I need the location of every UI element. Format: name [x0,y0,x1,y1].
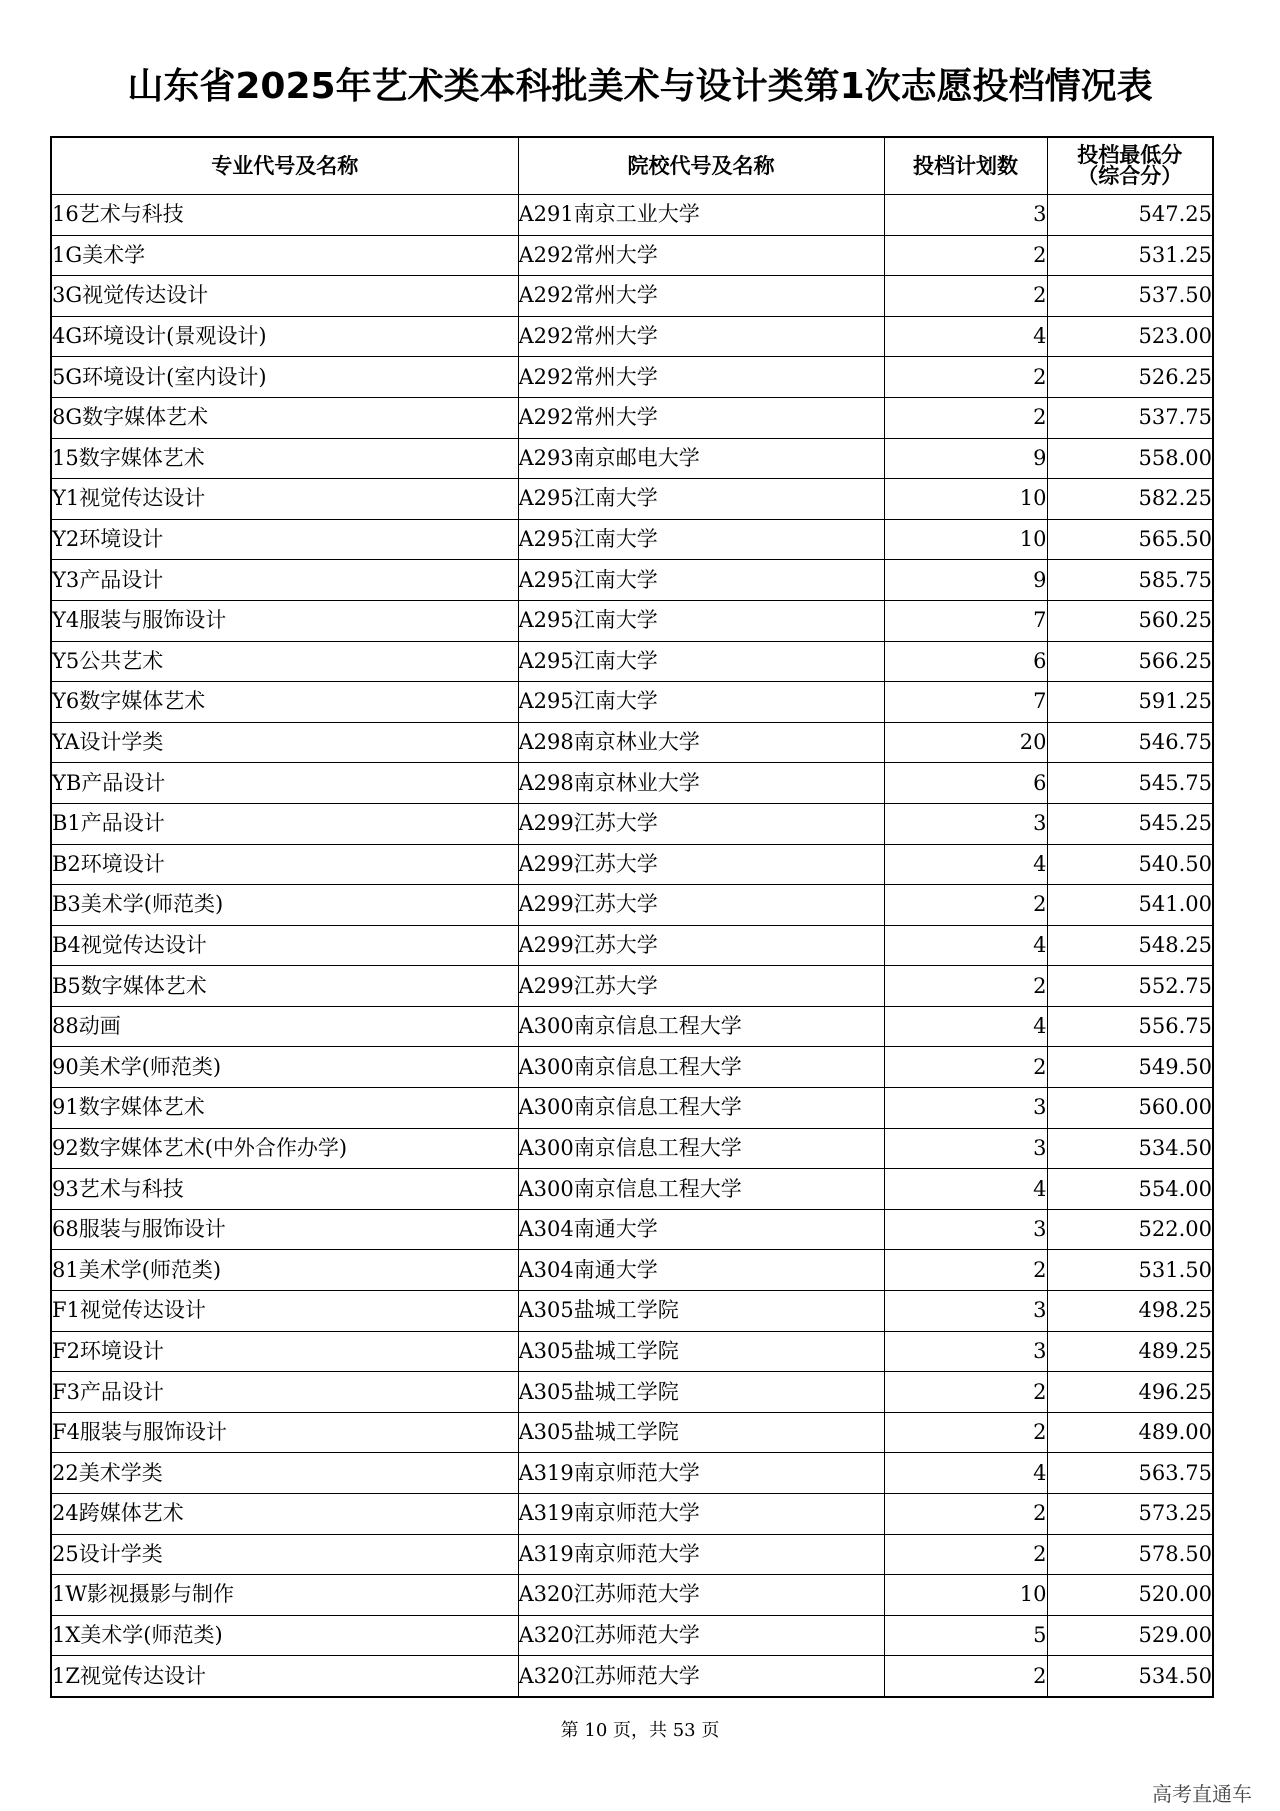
cell-major: Y6数字媒体艺术 [51,682,518,723]
cell-school: A320江苏师范大学 [518,1656,884,1697]
cell-school: A298南京林业大学 [518,722,884,763]
cell-major: 88动画 [51,1006,518,1047]
cell-plan: 2 [884,966,1047,1007]
cell-plan: 10 [884,479,1047,520]
cell-score: 526.25 [1047,357,1213,398]
cell-plan: 3 [884,803,1047,844]
cell-major: F2环境设计 [51,1331,518,1372]
admission-table [50,136,1214,1698]
cell-major: B5数字媒体艺术 [51,966,518,1007]
cell-school: A305盐城工学院 [518,1372,884,1413]
cell-school: A300南京信息工程大学 [518,1006,884,1047]
cell-school: A319南京师范大学 [518,1494,884,1535]
watermark: 高考直通车 [1152,1782,1252,1806]
cell-major: B1产品设计 [51,803,518,844]
cell-major: 1W影视摄影与制作 [51,1575,518,1616]
table-header-row [51,137,1213,195]
cell-score: 496.25 [1047,1372,1213,1413]
cell-major: 4G环境设计(景观设计) [51,316,518,357]
cell-major: 81美术学(师范类) [51,1250,518,1291]
cell-major: Y3产品设计 [51,560,518,601]
cell-score: 540.50 [1047,844,1213,885]
table-row [51,357,1213,398]
cell-plan: 3 [884,195,1047,236]
table-row [51,1656,1213,1697]
cell-school: A299江苏大学 [518,966,884,1007]
cell-major: B2环境设计 [51,844,518,885]
cell-major: 1Z视觉传达设计 [51,1656,518,1697]
cell-plan: 2 [884,397,1047,438]
header-major: 专业代号及名称 [51,137,518,195]
table-row [51,1291,1213,1332]
cell-score: 563.75 [1047,1453,1213,1494]
cell-plan: 9 [884,438,1047,479]
cell-score: 541.00 [1047,885,1213,926]
cell-school: A305盐城工学院 [518,1331,884,1372]
cell-plan: 6 [884,641,1047,682]
header-score [1047,137,1213,195]
cell-school: A299江苏大学 [518,803,884,844]
cell-major: F1视觉传达设计 [51,1291,518,1332]
cell-plan: 3 [884,1209,1047,1250]
cell-major: B4视觉传达设计 [51,925,518,966]
cell-plan: 5 [884,1615,1047,1656]
page-title: 山东省2025年艺术类本科批美术与设计类第1次志愿投档情况表 [127,66,1153,107]
cell-score: 534.50 [1047,1128,1213,1169]
table-row [51,560,1213,601]
table-row [51,600,1213,641]
cell-school: A295江南大学 [518,682,884,723]
table-row [51,722,1213,763]
cell-major: 1G美术学 [51,235,518,276]
cell-plan: 4 [884,1453,1047,1494]
cell-plan: 4 [884,1169,1047,1210]
cell-plan: 2 [884,235,1047,276]
cell-major: YB产品设计 [51,763,518,804]
table-row [51,316,1213,357]
cell-major: Y4服装与服饰设计 [51,600,518,641]
cell-score: 537.75 [1047,397,1213,438]
cell-school: A319南京师范大学 [518,1534,884,1575]
cell-school: A320江苏师范大学 [518,1615,884,1656]
cell-school: A300南京信息工程大学 [518,1088,884,1129]
cell-score: 552.75 [1047,966,1213,1007]
table-row [51,844,1213,885]
table-row [51,195,1213,236]
cell-score: 547.25 [1047,195,1213,236]
cell-major: 5G环境设计(室内设计) [51,357,518,398]
header-score-line2: （综合分） [1077,164,1183,188]
cell-plan: 2 [884,357,1047,398]
cell-major: 22美术学类 [51,1453,518,1494]
table-row [51,1209,1213,1250]
table-row [51,1128,1213,1169]
cell-plan: 7 [884,682,1047,723]
cell-major: 15数字媒体艺术 [51,438,518,479]
table-row [51,763,1213,804]
cell-major: 90美术学(师范类) [51,1047,518,1088]
cell-school: A295江南大学 [518,600,884,641]
table-row [51,1615,1213,1656]
cell-school: A304南通大学 [518,1209,884,1250]
cell-plan: 10 [884,519,1047,560]
cell-major: 25设计学类 [51,1534,518,1575]
table-row [51,519,1213,560]
cell-school: A305盐城工学院 [518,1291,884,1332]
cell-score: 548.25 [1047,925,1213,966]
cell-plan: 4 [884,925,1047,966]
cell-school: A300南京信息工程大学 [518,1128,884,1169]
page-number: 第 10 页，共 53 页 [560,1720,720,1741]
cell-score: 560.25 [1047,600,1213,641]
table-row [51,1453,1213,1494]
cell-major: 16艺术与科技 [51,195,518,236]
cell-plan: 4 [884,844,1047,885]
cell-school: A304南通大学 [518,1250,884,1291]
cell-major: Y1视觉传达设计 [51,479,518,520]
cell-major: F3产品设计 [51,1372,518,1413]
cell-plan: 10 [884,1575,1047,1616]
cell-score: 531.50 [1047,1250,1213,1291]
cell-school: A292常州大学 [518,235,884,276]
cell-score: 545.75 [1047,763,1213,804]
cell-major: YA设计学类 [51,722,518,763]
cell-plan: 3 [884,1088,1047,1129]
cell-score: 520.00 [1047,1575,1213,1616]
cell-school: A292常州大学 [518,357,884,398]
cell-score: 531.25 [1047,235,1213,276]
cell-major: 68服装与服饰设计 [51,1209,518,1250]
cell-plan: 2 [884,1412,1047,1453]
cell-score: 585.75 [1047,560,1213,601]
cell-school: A299江苏大学 [518,925,884,966]
cell-score: 556.75 [1047,1006,1213,1047]
cell-plan: 2 [884,1534,1047,1575]
table-row [51,1575,1213,1616]
cell-major: B3美术学(师范类) [51,885,518,926]
cell-plan: 3 [884,1291,1047,1332]
table-row [51,276,1213,317]
cell-plan: 4 [884,316,1047,357]
cell-plan: 2 [884,1656,1047,1697]
cell-plan: 2 [884,885,1047,926]
cell-school: A293南京邮电大学 [518,438,884,479]
table-row [51,397,1213,438]
header-school: 院校代号及名称 [518,137,884,195]
cell-school: A291南京工业大学 [518,195,884,236]
cell-major: Y2环境设计 [51,519,518,560]
cell-major: F4服装与服饰设计 [51,1412,518,1453]
table-row [51,1494,1213,1535]
table-row [51,1088,1213,1129]
cell-score: 558.00 [1047,438,1213,479]
cell-school: A295江南大学 [518,560,884,601]
cell-plan: 20 [884,722,1047,763]
cell-score: 549.50 [1047,1047,1213,1088]
cell-plan: 2 [884,1250,1047,1291]
cell-score: 582.25 [1047,479,1213,520]
cell-major: 3G视觉传达设计 [51,276,518,317]
table-row [51,682,1213,723]
table-row [51,885,1213,926]
cell-plan: 3 [884,1128,1047,1169]
cell-score: 560.00 [1047,1088,1213,1129]
cell-plan: 2 [884,1372,1047,1413]
cell-score: 534.50 [1047,1656,1213,1697]
cell-score: 591.25 [1047,682,1213,723]
cell-school: A320江苏师范大学 [518,1575,884,1616]
cell-major: 92数字媒体艺术(中外合作办学) [51,1128,518,1169]
cell-school: A295江南大学 [518,479,884,520]
cell-plan: 9 [884,560,1047,601]
cell-score: 573.25 [1047,1494,1213,1535]
cell-major: 93艺术与科技 [51,1169,518,1210]
cell-plan: 3 [884,1331,1047,1372]
table-row [51,1534,1213,1575]
table-row [51,235,1213,276]
cell-score: 498.25 [1047,1291,1213,1332]
header-score-line1: 投档最低分 [1077,143,1183,167]
cell-plan: 2 [884,1494,1047,1535]
table-row [51,1331,1213,1372]
cell-score: 578.50 [1047,1534,1213,1575]
cell-score: 566.25 [1047,641,1213,682]
cell-plan: 6 [884,763,1047,804]
cell-school: A300南京信息工程大学 [518,1169,884,1210]
cell-school: A299江苏大学 [518,885,884,926]
cell-school: A295江南大学 [518,641,884,682]
table-row [51,1250,1213,1291]
cell-score: 489.25 [1047,1331,1213,1372]
cell-score: 554.00 [1047,1169,1213,1210]
cell-school: A299江苏大学 [518,844,884,885]
table-row [51,1372,1213,1413]
table-row [51,641,1213,682]
cell-school: A292常州大学 [518,276,884,317]
table-row [51,966,1213,1007]
table-row [51,438,1213,479]
cell-school: A305盐城工学院 [518,1412,884,1453]
cell-school: A292常州大学 [518,316,884,357]
cell-school: A298南京林业大学 [518,763,884,804]
cell-major: 24跨媒体艺术 [51,1494,518,1535]
table-row [51,925,1213,966]
cell-school: A295江南大学 [518,519,884,560]
cell-plan: 7 [884,600,1047,641]
cell-score: 546.75 [1047,722,1213,763]
cell-score: 522.00 [1047,1209,1213,1250]
header-plan: 投档计划数 [884,137,1047,195]
cell-school: A292常州大学 [518,397,884,438]
cell-school: A300南京信息工程大学 [518,1047,884,1088]
table-row [51,1047,1213,1088]
cell-school: A319南京师范大学 [518,1453,884,1494]
cell-major: 91数字媒体艺术 [51,1088,518,1129]
cell-major: 8G数字媒体艺术 [51,397,518,438]
cell-plan: 2 [884,276,1047,317]
cell-score: 565.50 [1047,519,1213,560]
cell-plan: 2 [884,1047,1047,1088]
table-row [51,803,1213,844]
cell-score: 529.00 [1047,1615,1213,1656]
cell-score: 545.25 [1047,803,1213,844]
cell-score: 537.50 [1047,276,1213,317]
table-row [51,1412,1213,1453]
cell-major: 1X美术学(师范类) [51,1615,518,1656]
cell-score: 523.00 [1047,316,1213,357]
cell-plan: 4 [884,1006,1047,1047]
cell-score: 489.00 [1047,1412,1213,1453]
cell-major: Y5公共艺术 [51,641,518,682]
table-row [51,1006,1213,1047]
table-row [51,479,1213,520]
table-body [51,195,1213,1697]
table-row [51,1169,1213,1210]
